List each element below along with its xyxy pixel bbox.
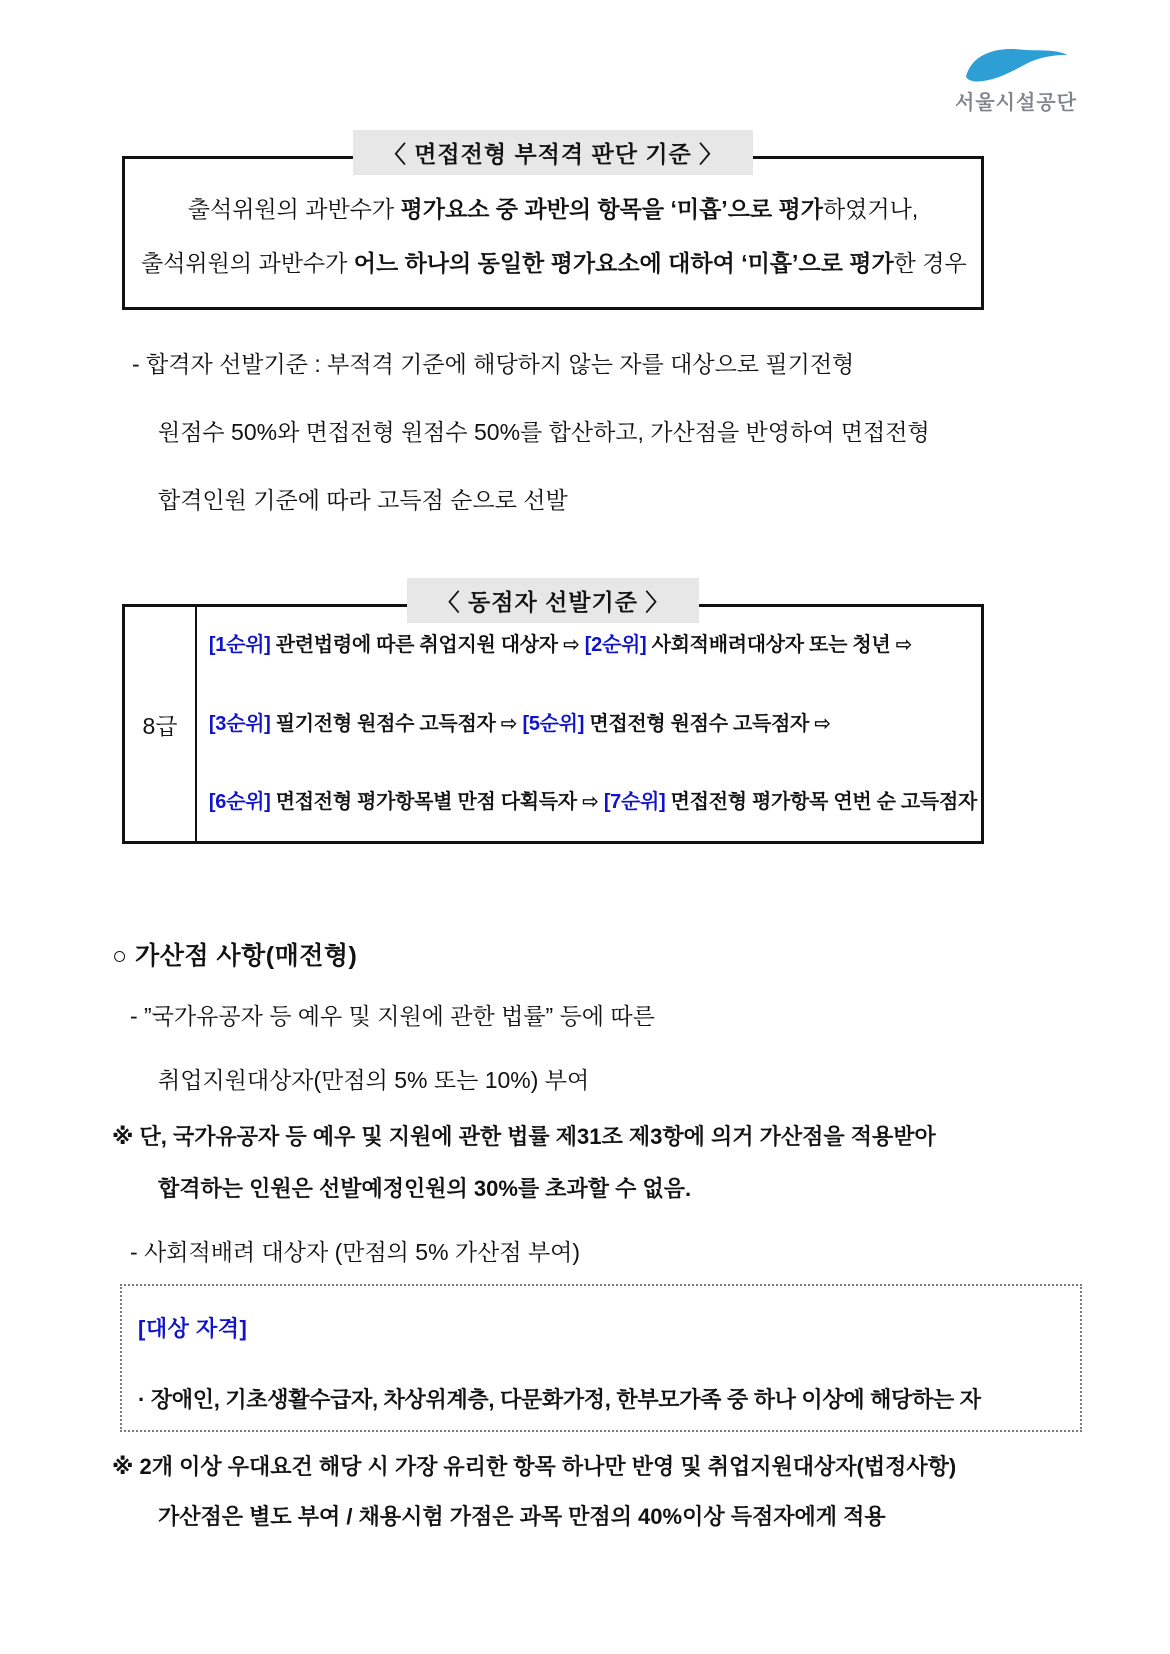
text-segment: 출석위원의 과반수가 bbox=[187, 196, 401, 222]
text-segment: 면접전형 평가항목별 만점 다획득자 ⇨ bbox=[270, 791, 604, 813]
eligibility-item: · 장애인, 기초생활수급자, 차상위계층, 다문화가정, 한부모가족 중 하나 이상에 해당하는 자 bbox=[138, 1387, 981, 1412]
text-segment: 어느 하나의 동일한 평가요소에 대하여 ‘미흡’으로 평가 bbox=[353, 250, 894, 276]
text-segment: [5순위] bbox=[522, 712, 585, 735]
tiebreak-box-title: 〈 동점자 선발기준 〉 bbox=[407, 578, 700, 623]
text-segment: 평가요소 중 과반의 항목을 ‘미흡’으로 평가 bbox=[400, 196, 823, 222]
preference-footnote-line-1: ※ 2개 이상 우대요건 해당 시 가장 유리한 항목 하나만 반영 및 취업지원대상자(법정사항) bbox=[112, 1454, 957, 1479]
disqualification-criteria-box bbox=[122, 130, 984, 310]
bonus-item2: - 사회적배려 대상자 (만점의 5% 가산점 부여) bbox=[130, 1239, 581, 1265]
disqualification-line-1 bbox=[141, 195, 965, 223]
pass-selection-paragraph bbox=[132, 350, 1092, 554]
tiebreak-rule-row bbox=[209, 712, 977, 737]
eligibility-box bbox=[120, 1284, 1082, 1432]
disqualification-line-2 bbox=[141, 249, 965, 277]
text-segment: [3순위] bbox=[208, 712, 271, 735]
text-segment: 필기전형 원점수 고득점자 ⇨ bbox=[270, 712, 523, 735]
text-segment: [7순위] bbox=[603, 791, 666, 813]
bonus-section-heading: ○ 가산점 사항(매전형) bbox=[112, 942, 358, 970]
pass-selection-line-2: 원점수 50%와 면접전형 원점수 50%를 합산하고, 가산점을 반영하여 면접전형 bbox=[158, 419, 930, 445]
bonus-cap-note-line-2: 합격하는 인원은 선발예정인원의 30%를 초과할 수 없음. bbox=[158, 1176, 692, 1201]
text-segment: 출석위원의 과반수가 bbox=[141, 250, 354, 276]
preference-footnote-line-2: 가산점은 별도 부여 / 채용시험 가점은 과목 만점의 40%이상 득점자에게 적용 bbox=[158, 1504, 886, 1529]
org-name: 서울시설공단 bbox=[955, 92, 1077, 114]
bonus-cap-note bbox=[112, 1122, 936, 1204]
pass-selection-line-1: - 합격자 선발기준 : 부적격 기준에 해당하지 않는 자를 대상으로 필기전형 bbox=[132, 351, 855, 377]
grade-cell: 8급 bbox=[125, 607, 197, 841]
tiebreak-rule-row bbox=[209, 633, 977, 658]
tiebreak-rule-row bbox=[209, 790, 977, 815]
tiebreak-criteria-box bbox=[122, 578, 984, 844]
text-segment: [6순위] bbox=[208, 791, 271, 813]
preference-footnote bbox=[112, 1452, 956, 1532]
text-segment: [1순위] bbox=[208, 634, 271, 656]
bonus-item1-line-1: - ”국가유공자 등 예우 및 지원에 관한 법률” 등에 따른 bbox=[130, 1003, 655, 1029]
text-segment: 하였거나, bbox=[822, 196, 919, 222]
text-segment: 사회적배려대상자 또는 청년 ⇨ bbox=[646, 634, 913, 656]
tiebreak-table bbox=[122, 604, 984, 844]
wave-logo-icon bbox=[961, 44, 1071, 84]
text-segment: [2순위] bbox=[584, 634, 647, 656]
bonus-item1-line-2: 취업지원대상자(만점의 5% 또는 10%) 부여 bbox=[158, 1067, 590, 1093]
pass-selection-line-3: 합격인원 기준에 따라 고득점 순으로 선발 bbox=[158, 487, 568, 513]
disqualification-box-body bbox=[122, 156, 984, 310]
org-logo bbox=[950, 44, 1082, 115]
text-segment: 면접전형 원점수 고득점자 ⇨ bbox=[584, 712, 831, 735]
eligibility-title: [대상 자격] bbox=[138, 1316, 248, 1341]
text-segment: 면접전형 평가항목 연번 순 고득점자 bbox=[665, 791, 977, 813]
disqualification-box-title: 〈 면접전형 부적격 판단 기준 〉 bbox=[353, 130, 753, 175]
tiebreak-rules bbox=[197, 607, 981, 841]
text-segment: 한 경우 bbox=[893, 250, 967, 276]
bonus-cap-note-line-1: ※ 단, 국가유공자 등 예우 및 지원에 관한 법률 제31조 제3항에 의거 가산점을 적용받아 bbox=[112, 1124, 936, 1149]
text-segment: 관련법령에 따른 취업지원 대상자 ⇨ bbox=[270, 634, 585, 656]
